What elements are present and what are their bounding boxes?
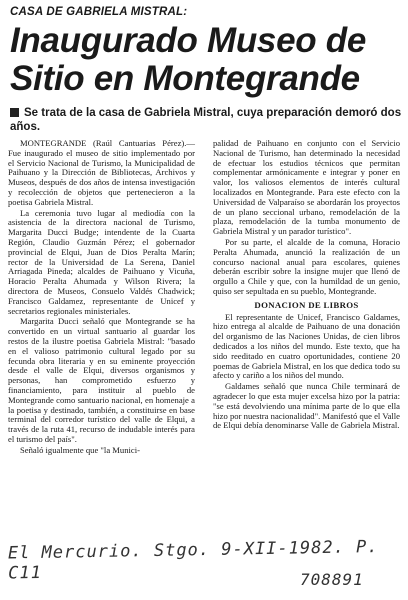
paragraph: Margarita Ducci señaló que Montegrande se ha convertido en un virtual santuario al guardar los restos de la ilustre poetisa Gabriela Mistral: "basado en el valioso patrimonio cultural legado por su fecunda obra literaria y en su eminente proyección desde el valle de Elqui, diversos organismos y personas, han comprometido esfuerzo y financiamiento, para instituir al pueblo de Montegrande como santuario nacional, en homenaje a la poetisa y destinado, también, a constituirse en base terminal del corredor turístico del valle de Elqui, a través de la ruta 41, recurso de indudable interés para el turismo del país". [8,316,195,444]
article-headline: Inaugurado Museo de Sitio en Montegrande [10,21,366,98]
article-kicker: CASA DE GABRIELA MISTRAL: [10,6,188,18]
paragraph: El representante de Unicef, Francisco Galdames, hizo entrega al alcalde de Paihuano de una donación del organismo de las Naciones Unidas, de cien libros dedicados a los niños del mundo. Este texto, que ha sido reeditado en cuatro oportunidades, contiene 20 poemas de Gabriela Mistral, en los que dedica todo su afecto y cariño a los niños del mundo. [213,311,400,381]
handwritten-archive-code: 708891 [300,570,364,589]
right-column [213,139,400,539]
paragraph: Señaló igualmente que "la Munici- [20,444,140,455]
left-column [8,139,195,549]
article-subhead [10,106,402,134]
paragraph: Por su parte, el alcalde de la comuna, Horacio Peralta Ahumada, anunció la realización de un concurso nacional anual para escolares, quienes deberán escribir sobre la insigne mujer que llenó de orgullo a Chile y que, con la humildad de un genio, quiso ser sepultada en su pueblo, Montegrande. [213,236,400,296]
paragraph: La ceremonia tuvo lugar al mediodía con la asistencia de la directora nacional de Turismo, Margarita Ducci Budge; intendente de la Cuarta Región, Claudio Guzmán Pérez; el gobernador provincial de Elqui, Juan de Dios Peralta Marín; rector de la Universidad de La Serena, Daniel Arriagada Pineda; alcaldes de Paihuano y Vicuña, Horacio Peralta Ahumada y Wilson Rivera; la directora de Museos, Consuelo Valdés Chadwick; Francisco Galdamez, representante de Unicef y secretarios regionales ministeriales. [8,207,195,316]
subhead-text: Se trata de la casa de Gabriela Mistral, cuya preparación demoró dos años. [10,107,402,133]
square-bullet-icon [10,108,19,117]
paragraph: Galdames señaló que nunca Chile terminará de agradecer lo que esta mujer excelsa hizo por la patria: "se está devolviendo una mínima parte de lo que ella hizo por nuestra nacionalidad". Manifestó que el Valle de Elqui debía denominarse Valle de Gabriela Mistral. [213,381,400,431]
handwritten-source-note: El Mercurio. Stgo. 9-XII-1982. P. C11 [7,537,379,584]
section-heading: DONACION DE LIBROS [254,299,359,310]
paragraph: palidad de Paihuano en conjunto con el Servicio Nacional de Turismo, han determinado la necesidad de efectuar los estudios técnicos que permitan complementar armónicamente e integrar y poner en valor, los valiosos elementos de interés cultural localizados en Montegrande. Para este efecto con la Universidad de Valparaíso se abordarán los proyectos de un plano seccional urbano, remodelación de la plaza, remodelación de la tumba monumento de Gabriela Mistral y un parador turístico". [213,138,400,237]
paragraph: MONTEGRANDE (Raúl Cantuarias Pérez).— Fue inaugurado el museo de sitio implementado por el Servicio Nacional de Turismo, la Municipalidad de Paihuano y la Dirección de Bibliotecas, Archivos y Museos, después de dos años de intensa investigación y recolección de objetos que pertenecieron a la poetisa Gabriela Mistral. [8,138,195,207]
